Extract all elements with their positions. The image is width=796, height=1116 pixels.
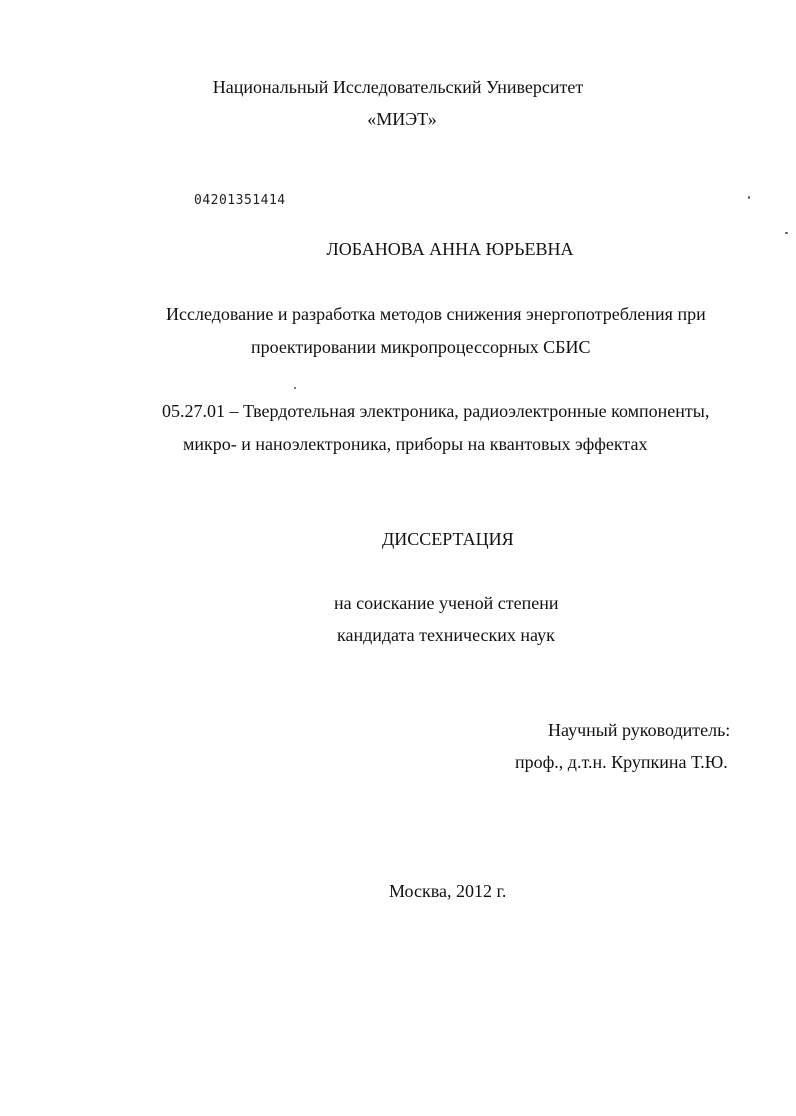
supervisor-name: проф., д.т.н. Крупкина Т.Ю.	[515, 752, 728, 772]
thesis-title-line-2: проектировании микропроцессорных СБИС	[251, 337, 591, 357]
author-name: ЛОБАНОВА АННА ЮРЬЕВНА	[326, 239, 574, 259]
registration-number: 04201351414	[194, 193, 286, 208]
scan-speck	[748, 196, 750, 199]
specialty-line-2: микро- и наноэлектроника, приборы на квантовых эффектах	[183, 434, 648, 454]
degree-line-2: кандидата технических наук	[337, 625, 555, 645]
university-abbreviation: «МИЭТ»	[367, 109, 437, 129]
thesis-title-line-1: Исследование и разработка методов снижения энергопотребления при	[166, 304, 706, 324]
specialty-line-1: 05.27.01 – Твердотельная электроника, радиоэлектронные компоненты,	[162, 401, 710, 421]
supervisor-label: Научный руководитель:	[548, 720, 731, 740]
scan-speck	[785, 232, 788, 234]
degree-line-1: на соискание ученой степени	[334, 593, 559, 613]
place-and-year: Москва, 2012 г.	[389, 881, 507, 901]
university-name: Национальный Исследовательский Университет	[212, 77, 584, 97]
document-type: ДИССЕРТАЦИЯ	[382, 529, 514, 549]
scan-speck	[294, 387, 296, 389]
